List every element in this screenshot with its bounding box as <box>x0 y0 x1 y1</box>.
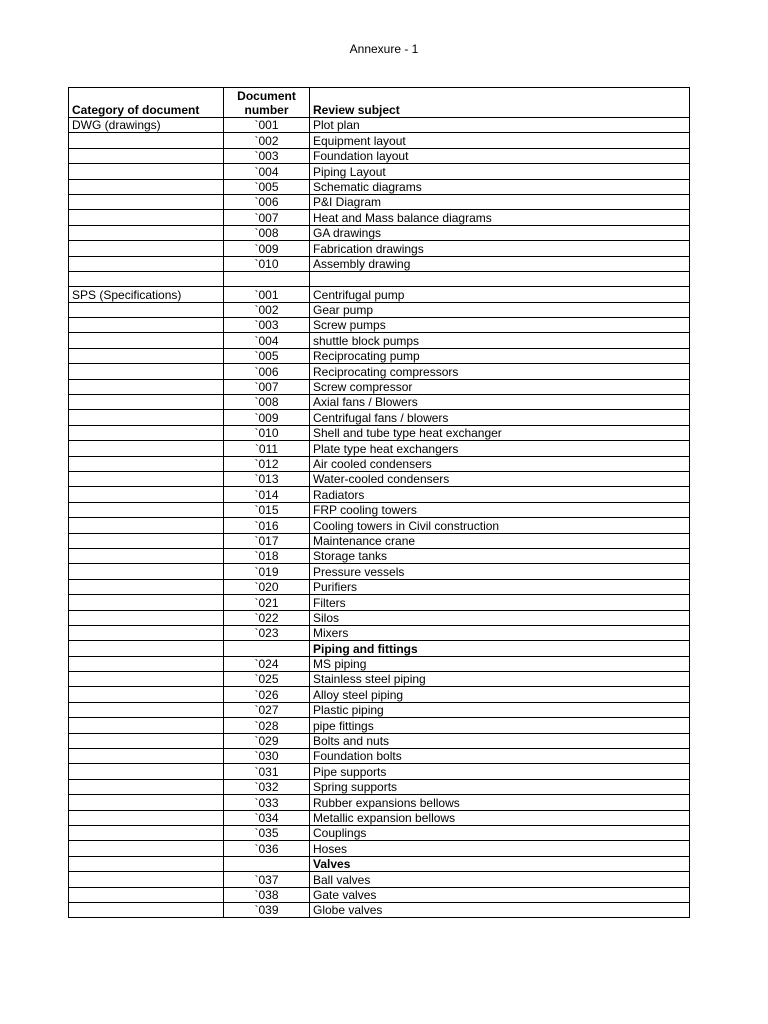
document-number-cell: `031 <box>224 764 310 779</box>
document-number-cell: `007 <box>224 379 310 394</box>
document-number-cell: `006 <box>224 194 310 209</box>
category-cell <box>69 533 224 548</box>
document-number-cell: `027 <box>224 702 310 717</box>
review-table <box>68 87 690 918</box>
table-row <box>69 810 690 825</box>
table-row <box>69 718 690 733</box>
document-number-cell: `009 <box>224 241 310 256</box>
table-row <box>69 271 690 286</box>
document-number-cell: `014 <box>224 487 310 502</box>
table-row <box>69 210 690 225</box>
review-subject-cell: Equipment layout <box>310 133 690 148</box>
category-cell <box>69 210 224 225</box>
review-subject-cell: Storage tanks <box>310 548 690 563</box>
category-cell <box>69 779 224 794</box>
category-cell <box>69 749 224 764</box>
review-subject-cell: Heat and Mass balance diagrams <box>310 210 690 225</box>
category-cell <box>69 148 224 163</box>
document-number-cell: `024 <box>224 656 310 671</box>
review-subject-cell: Spring supports <box>310 779 690 794</box>
category-cell <box>69 256 224 271</box>
category-cell <box>69 502 224 517</box>
document-number-cell: `026 <box>224 687 310 702</box>
table-row <box>69 887 690 902</box>
table-row <box>69 487 690 502</box>
table-row <box>69 410 690 425</box>
category-cell <box>69 548 224 563</box>
review-subject-cell: Silos <box>310 610 690 625</box>
table-row <box>69 287 690 302</box>
category-cell <box>69 733 224 748</box>
review-subject-cell: Axial fans / Blowers <box>310 395 690 410</box>
category-cell <box>69 441 224 456</box>
table-row <box>69 533 690 548</box>
document-number-cell: `016 <box>224 518 310 533</box>
category-cell <box>69 456 224 471</box>
review-subject-cell: Plot plan <box>310 118 690 133</box>
table-row <box>69 687 690 702</box>
review-subject-cell: Plate type heat exchangers <box>310 441 690 456</box>
review-subject-cell: Piping Layout <box>310 164 690 179</box>
table-row <box>69 825 690 840</box>
category-cell <box>69 379 224 394</box>
table-row <box>69 795 690 810</box>
category-cell <box>69 610 224 625</box>
review-subject-cell: Metallic expansion bellows <box>310 810 690 825</box>
table-row <box>69 441 690 456</box>
table-row <box>69 364 690 379</box>
document-number-cell: `039 <box>224 902 310 917</box>
table-row <box>69 856 690 871</box>
document-number-cell: `008 <box>224 225 310 240</box>
category-cell <box>69 241 224 256</box>
category-cell <box>69 825 224 840</box>
document-number-cell: `003 <box>224 148 310 163</box>
category-cell <box>69 702 224 717</box>
review-subject-cell: Screw pumps <box>310 318 690 333</box>
table-row <box>69 456 690 471</box>
category-cell <box>69 194 224 209</box>
category-cell <box>69 487 224 502</box>
category-cell <box>69 810 224 825</box>
document-number-cell: `029 <box>224 733 310 748</box>
table-row <box>69 749 690 764</box>
review-subject-cell: Globe valves <box>310 902 690 917</box>
review-subject-cell: Fabrication drawings <box>310 241 690 256</box>
table-row <box>69 672 690 687</box>
document-number-cell: `018 <box>224 548 310 563</box>
category-cell <box>69 564 224 579</box>
table-row <box>69 656 690 671</box>
review-subject-cell: Ball valves <box>310 872 690 887</box>
document-number-cell: `038 <box>224 887 310 902</box>
category-cell <box>69 471 224 486</box>
table-row <box>69 256 690 271</box>
document-number-cell: `015 <box>224 502 310 517</box>
document-number-cell: `028 <box>224 718 310 733</box>
table-row <box>69 872 690 887</box>
document-number-cell: `004 <box>224 164 310 179</box>
document-number-cell: `003 <box>224 318 310 333</box>
document-number-cell: `002 <box>224 302 310 317</box>
page-title: Annexure - 1 <box>349 42 419 56</box>
table-row <box>69 225 690 240</box>
table-row <box>69 779 690 794</box>
category-cell <box>69 902 224 917</box>
review-subject-cell: Plastic piping <box>310 702 690 717</box>
category-cell <box>69 271 224 286</box>
header-number-line1: Document <box>237 89 296 103</box>
review-subject-cell: Valves <box>310 856 690 871</box>
category-cell <box>69 410 224 425</box>
review-subject-cell: Reciprocating compressors <box>310 364 690 379</box>
table-row <box>69 333 690 348</box>
review-subject-cell: Schematic diagrams <box>310 179 690 194</box>
table-row <box>69 702 690 717</box>
review-subject-cell: Shell and tube type heat exchanger <box>310 425 690 440</box>
document-number-cell: `012 <box>224 456 310 471</box>
table-row <box>69 118 690 133</box>
review-subject-cell: Purifiers <box>310 579 690 594</box>
category-cell <box>69 641 224 656</box>
document-number-cell: `007 <box>224 210 310 225</box>
category-cell <box>69 872 224 887</box>
category-cell <box>69 595 224 610</box>
review-subject-cell: Mixers <box>310 625 690 640</box>
table-row <box>69 379 690 394</box>
table-row <box>69 179 690 194</box>
review-subject-cell: Filters <box>310 595 690 610</box>
table-row <box>69 471 690 486</box>
category-cell <box>69 133 224 148</box>
review-subject-cell: P&I Diagram <box>310 194 690 209</box>
category-cell <box>69 672 224 687</box>
review-subject-cell: shuttle block pumps <box>310 333 690 348</box>
header-review-subject: Review subject <box>310 88 690 118</box>
document-number-cell: `001 <box>224 118 310 133</box>
category-cell <box>69 625 224 640</box>
table-row <box>69 641 690 656</box>
review-subject-cell: Assembly drawing <box>310 256 690 271</box>
document-number-cell: `036 <box>224 841 310 856</box>
category-cell: SPS (Specifications) <box>69 287 224 302</box>
review-subject-cell: Water-cooled condensers <box>310 471 690 486</box>
table-row <box>69 318 690 333</box>
table-row <box>69 425 690 440</box>
category-cell <box>69 687 224 702</box>
review-subject-cell: Bolts and nuts <box>310 733 690 748</box>
document-number-cell: `005 <box>224 348 310 363</box>
document-number-cell: `017 <box>224 533 310 548</box>
category-cell <box>69 318 224 333</box>
review-subject-cell: Gate valves <box>310 887 690 902</box>
review-subject-cell: Centrifugal pump <box>310 287 690 302</box>
document-number-cell: `037 <box>224 872 310 887</box>
document-number-cell: `009 <box>224 410 310 425</box>
review-subject-cell: Piping and fittings <box>310 641 690 656</box>
table-row <box>69 148 690 163</box>
review-subject-cell: Pipe supports <box>310 764 690 779</box>
review-subject-cell: MS piping <box>310 656 690 671</box>
review-subject-cell <box>310 271 690 286</box>
review-subject-cell: Screw compressor <box>310 379 690 394</box>
review-subject-cell: Foundation layout <box>310 148 690 163</box>
document-number-cell: `023 <box>224 625 310 640</box>
document-number-cell <box>224 856 310 871</box>
document-number-cell: `033 <box>224 795 310 810</box>
category-cell <box>69 302 224 317</box>
table-row <box>69 518 690 533</box>
table-row <box>69 194 690 209</box>
table-row <box>69 764 690 779</box>
document-number-cell <box>224 271 310 286</box>
category-cell <box>69 364 224 379</box>
category-cell <box>69 795 224 810</box>
review-subject-cell: GA drawings <box>310 225 690 240</box>
review-subject-cell: Foundation bolts <box>310 749 690 764</box>
document-number-cell <box>224 641 310 656</box>
category-cell <box>69 225 224 240</box>
table-body <box>69 118 690 918</box>
category-cell <box>69 348 224 363</box>
table-row <box>69 348 690 363</box>
category-cell <box>69 395 224 410</box>
table-row <box>69 395 690 410</box>
category-cell <box>69 518 224 533</box>
category-cell <box>69 333 224 348</box>
table-row <box>69 841 690 856</box>
review-subject-cell: Couplings <box>310 825 690 840</box>
table-row <box>69 564 690 579</box>
table-row <box>69 610 690 625</box>
header-document-number <box>224 88 310 118</box>
document-number-cell: `010 <box>224 425 310 440</box>
review-subject-cell: Gear pump <box>310 302 690 317</box>
document-number-cell: `030 <box>224 749 310 764</box>
category-cell <box>69 164 224 179</box>
category-cell: DWG (drawings) <box>69 118 224 133</box>
table-row <box>69 595 690 610</box>
document-number-cell: `002 <box>224 133 310 148</box>
document-number-cell: `025 <box>224 672 310 687</box>
review-subject-cell: FRP cooling towers <box>310 502 690 517</box>
document-number-cell: `035 <box>224 825 310 840</box>
category-cell <box>69 579 224 594</box>
category-cell <box>69 764 224 779</box>
header-number-line2: number <box>244 103 289 117</box>
header-category: Category of document <box>69 88 224 118</box>
document-number-cell: `032 <box>224 779 310 794</box>
table-row <box>69 548 690 563</box>
table-row <box>69 625 690 640</box>
document-number-cell: `019 <box>224 564 310 579</box>
category-cell <box>69 425 224 440</box>
table-row <box>69 733 690 748</box>
review-subject-cell: Cooling towers in Civil construction <box>310 518 690 533</box>
category-cell <box>69 856 224 871</box>
review-subject-cell: Maintenance crane <box>310 533 690 548</box>
review-subject-cell: Hoses <box>310 841 690 856</box>
category-cell <box>69 718 224 733</box>
review-subject-cell: Radiators <box>310 487 690 502</box>
table-row <box>69 502 690 517</box>
document-number-cell: `006 <box>224 364 310 379</box>
category-cell <box>69 887 224 902</box>
category-cell <box>69 841 224 856</box>
review-subject-cell: Alloy steel piping <box>310 687 690 702</box>
review-subject-cell: Pressure vessels <box>310 564 690 579</box>
table-row <box>69 241 690 256</box>
document-number-cell: `010 <box>224 256 310 271</box>
table-row <box>69 133 690 148</box>
category-cell <box>69 179 224 194</box>
table-row <box>69 164 690 179</box>
review-subject-cell: Air cooled condensers <box>310 456 690 471</box>
document-number-cell: `001 <box>224 287 310 302</box>
category-cell <box>69 656 224 671</box>
document-number-cell: `004 <box>224 333 310 348</box>
table-row <box>69 579 690 594</box>
document-number-cell: `021 <box>224 595 310 610</box>
table-header-row <box>69 88 690 118</box>
document-number-cell: `011 <box>224 441 310 456</box>
review-subject-cell: pipe fittings <box>310 718 690 733</box>
review-subject-cell: Centrifugal fans / blowers <box>310 410 690 425</box>
document-number-cell: `008 <box>224 395 310 410</box>
document-number-cell: `013 <box>224 471 310 486</box>
table-row <box>69 302 690 317</box>
document-number-cell: `034 <box>224 810 310 825</box>
table-row <box>69 902 690 917</box>
review-subject-cell: Rubber expansions bellows <box>310 795 690 810</box>
review-subject-cell: Stainless steel piping <box>310 672 690 687</box>
document-number-cell: `005 <box>224 179 310 194</box>
document-number-cell: `020 <box>224 579 310 594</box>
document-number-cell: `022 <box>224 610 310 625</box>
review-subject-cell: Reciprocating pump <box>310 348 690 363</box>
